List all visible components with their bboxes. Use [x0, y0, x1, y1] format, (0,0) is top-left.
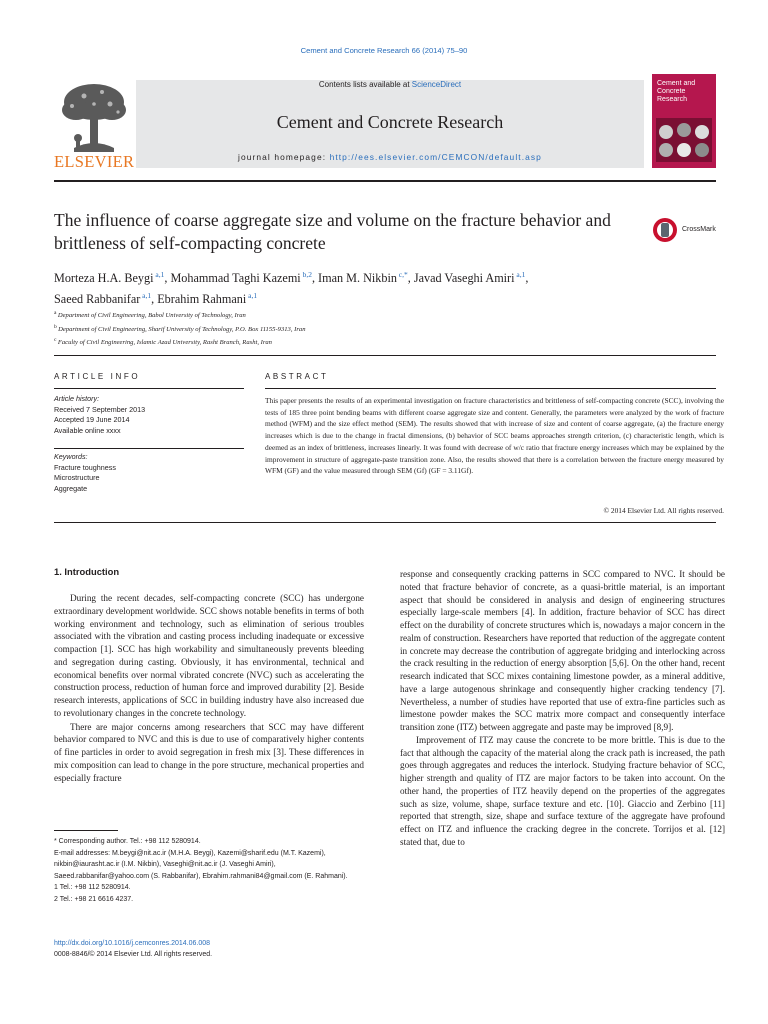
author-name: Iman M. Nikbin	[318, 271, 397, 286]
elsevier-wordmark: ELSEVIER	[54, 152, 135, 171]
author-affiliation-marker[interactable]: c,*	[396, 270, 408, 279]
section-title-introduction: 1. Introduction	[54, 566, 120, 577]
affiliation-item	[54, 322, 714, 336]
crossmark-icon	[652, 217, 678, 243]
footnote-1: 1 Tel.: +98 112 5280914.	[54, 884, 131, 891]
author-name: Javad Vaseghi Amiri	[413, 271, 515, 286]
header-rule	[54, 180, 716, 182]
author-separator: ,	[407, 271, 414, 286]
body-paragraph: During the recent decades, self-compacting concrete (SCC) has undergone extraordinary development worldwide. SCC shows notable benefits in terms of both working environment and technology, such as elimination of serious troubles associated with the vibration and casting process including inadequate or excessive compaction [1]. SCC has high workability and simultaneously prevents bleeding and segregation during casting. Obviously, it has environmental, technical and economical benefits over normal vibrated concrete (NVC) such as accelerating the construction process, reduction of human force and improved durability [2]. Beside research interests, applications of SCC in building industry have also increased due to revolutionary changes in the concrete technology.	[54, 593, 364, 718]
journal-title: Cement and Concrete Research	[276, 112, 504, 132]
footnote-2: 2 Tel.: +98 21 6616 4237.	[54, 895, 134, 903]
body-paragraph: There are major concerns among researchers that SCC may have different behavior compared to NVC and this is due to use of comparatively higher contents of fine particles in order to avoid segregation in fresh mix [3]. These differences in mix composition can lead to change in the pore structure, mechanical properties and especially fracture	[54, 721, 364, 783]
author-name: Morteza H.A. Beygi	[54, 271, 154, 286]
author-name: Mohammad Taghi Kazemi	[170, 271, 301, 286]
affiliation-marker: c	[54, 337, 58, 344]
footnote-corresponding: * Corresponding author. Tel.: +98 112 5280914.	[54, 838, 201, 845]
doi-link[interactable]: http://dx.doi.org/10.1016/j.cemconres.2014.06.008	[54, 940, 211, 947]
author-affiliation-marker[interactable]: b,2	[300, 270, 312, 279]
paper-title: The influence of coarse aggregate size and volume on the fracture behavior and brittleness of self-compacting concrete	[54, 210, 611, 253]
journal-cover-thumbnail[interactable]	[652, 74, 716, 168]
author-separator: ,	[151, 292, 158, 307]
keyword-item: Aggregate	[54, 483, 88, 493]
footnote-emails[interactable]: E-mail addresses: M.beygi@nit.ac.ir (M.H.A. Beygi), Kazemi@sharif.edu (M.T. Kazemi), nikbin@iaurasht.ac.ir (I.M. Nikbin), Vaseghi@nit.ac.ir (J. Vaseghi Amiri), Saeed.rabbanifar@yahoo.com (S. Rabbanifar), Ebrahim.rahmani84@gmail.com (E. Rahmani).	[54, 849, 348, 880]
body-paragraph: response and consequently cracking patterns in SCC compared to NVC. It should be noted that fracture behavior of concrete, as a quasi-brittle material, is an important aspect that should be considered in analysis and design of engineering structures especially large-scale members [4]. In addition, fracture behavior of SCC has direct effect on the durability of concrete structures which is, nowadays a major concern in the realm of construction. Researchers have reported that reduction of the aggregate content in concrete may decrease the contribution of aggregate bridging and interlocking across the crack resulting in the reduction of energy absorption [5,6]. On the other hand, recent research indicated that SCC mixes containing limestone powder, as a mineral additive, have a large autogenous shrinkage and consequently higher cracking tendency [7]. Nevertheless, a number of studies have reported that use of extra-fine particles such as limestone powder makes the SCC matrix more compact and consequently interface transition zone (ITZ) between aggregate and paste may be improved [8,9].	[400, 569, 725, 732]
footnote-rule	[54, 830, 118, 831]
history-online: Available online xxxx	[54, 425, 121, 435]
abstract-rule	[265, 388, 716, 389]
affiliation-text: Faculty of Civil Engineering, Islamic Azad University, Rasht Branch, Rasht, Iran	[57, 339, 272, 347]
crossmark-label: CrossMark	[682, 226, 716, 233]
author-name: Ebrahim Rahmani	[157, 292, 247, 307]
abstract-bottom-rule	[54, 522, 716, 523]
history-received: Received 7 September 2013	[54, 404, 146, 414]
journal-banner	[54, 74, 716, 171]
info-divider	[54, 448, 244, 449]
cover-title: Cement and Concrete Research	[657, 80, 696, 103]
keyword-item: Fracture toughness	[54, 462, 116, 472]
affiliation-item	[54, 335, 714, 349]
article-info-heading: ARTICLE INFO	[54, 372, 141, 381]
keywords-label: Keywords:	[54, 452, 88, 461]
author-separator: ,	[311, 271, 319, 286]
affiliation-list	[54, 308, 714, 349]
affiliation-text: Department of Civil Engineering, Sharif University of Technology, P.O. Box 11155-9313, Iran	[58, 325, 306, 333]
journal-reference[interactable]: Cement and Concrete Research 66 (2014) 75–90	[300, 46, 468, 55]
author-name: Saeed Rabbanifar	[54, 292, 141, 307]
homepage-line: journal homepage: http://ees.elsevier.com/CEMCON/default.asp	[238, 152, 542, 162]
cover-microstructure-icon	[656, 118, 712, 162]
contents-line: Contents lists available at ScienceDirect	[318, 80, 462, 89]
keyword-item: Microstructure	[54, 473, 100, 482]
author-affiliation-marker[interactable]: a,1	[514, 270, 526, 279]
keywords-block	[54, 452, 244, 494]
article-info-rule	[54, 388, 244, 389]
abstract-heading: ABSTRACT	[265, 372, 329, 381]
author-list	[54, 266, 714, 308]
body-column-right	[400, 568, 725, 849]
footnotes	[54, 836, 364, 905]
homepage-link[interactable]: http://ees.elsevier.com/CEMCON/default.asp	[329, 152, 542, 162]
affiliation-marker: a	[54, 310, 58, 316]
author-affiliation-marker[interactable]: a,1	[140, 291, 152, 301]
body-column-left	[54, 592, 364, 784]
abstract-text: This paper presents the results of an experimental investigation on fracture characteristics and brittleness of self-compacting concrete (SCC), involving the tests of 185 three point bending beams with different coarse aggregate size and content. Generally, the parameters were analyzed by the work of fracture method (WFM) and the size effect method (SEM). The results showed that with increase of size and content of coarse aggregate, (a) the fracture energy increases which is due to the change in fractal dimensions, (b) behavior of SCC beams approaches strength criterion, (c) characteristic length, which is deemed as an index of brittleness, increases linearly. It was found with decrease of w/c ratio that fracture energy increases which may be explained by the improvement in structure of aggregate-paste transition zone. Also, the results showed that there is a correlation between the fracture energy measured by WFM (GF) and the value measured through SEM (Gf) (GF = 3.11Gf).	[265, 396, 724, 476]
issn-line: 0008-8846/© 2014 Elsevier Ltd. All rights reserved.	[54, 951, 213, 958]
affiliation-text: Department of Civil Engineering, Babol University of Technology, Iran	[57, 312, 246, 320]
affiliation-marker: b	[54, 323, 59, 330]
history-label: Article history:	[54, 394, 100, 403]
history-accepted: Accepted 19 June 2014	[54, 415, 130, 424]
affiliation-rule	[54, 355, 716, 356]
author-affiliation-marker[interactable]: a,1	[153, 270, 165, 279]
crossmark-badge[interactable]	[652, 217, 732, 247]
author-separator: ,	[164, 271, 171, 286]
affiliation-item	[54, 308, 714, 322]
abstract-copyright: © 2014 Elsevier Ltd. All rights reserved.	[603, 506, 724, 515]
author-affiliation-marker[interactable]: a,1	[246, 291, 258, 301]
article-history	[54, 394, 244, 436]
author-separator: ,	[525, 271, 529, 286]
sciencedirect-link[interactable]: ScienceDirect	[411, 80, 462, 89]
body-paragraph: Improvement of ITZ may cause the concrete to be more brittle. This is due to the fact that although the capacity of the material along the crack path is increased, the path goes through aggregates and reduces the interlock. Studying fracture behavior of SCC, higher strength and quality of ITZ are major factors to be taken into account. On the other hand, the properties of ITZ heavily depend on the properties of the aggregates such as size, volume, shape, surface texture and etc. [10]. Giaccio and Zerbino [11] reported that strength, size, shape and surface texture of the aggregate have profound effect on ITZ and influence the cracking degree in the concrete. Torrijos et al. [12] stated that, due to	[400, 734, 725, 847]
